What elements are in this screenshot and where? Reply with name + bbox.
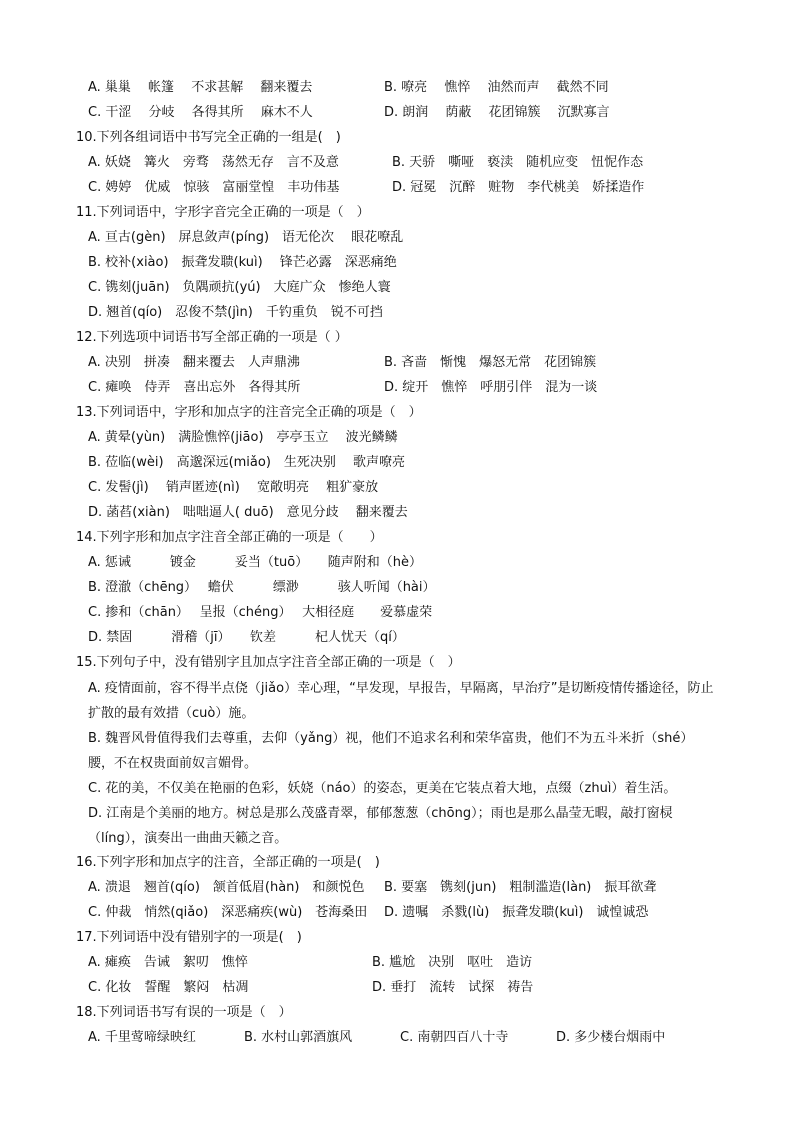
q17-option-b: B. 尴尬 决别 呕吐 造访 — [372, 955, 533, 970]
q12-option-a: A. 决别 拼凑 翻来覆去 人声鼎沸 — [88, 355, 300, 370]
q10-stem: 10.下列各组词语中书写完全正确的一组是( ) — [76, 130, 341, 145]
q17-options-row2 — [88, 976, 794, 1000]
q15-option-d: D. 江南是个美丽的地方。树总是那么茂盛青翠，郁郁葱葱（chōng）；雨也是那么晶莹无暇，敲打窗棂（líng），演奏出一曲曲天籁之音。 — [88, 806, 673, 846]
q15-option-c: C. 花的美，不仅美在艳丽的色彩，妖娆（náo）的姿态，更美在它装点着大地，点缀（zhuì）着生活。 — [88, 781, 677, 796]
q11-option-a: A. 亘古(gèn) 屏息敛声(píng) 语无伦次 眼花嘹乱 — [88, 230, 404, 245]
q18-option-c: C. 南朝四百八十寺 — [400, 1030, 509, 1045]
q18-stem: 18.下列词语书写有误的一项是（ ） — [76, 1005, 292, 1020]
q9-option-d: D. 朗润 荫蔽 花团锦簇 沉默寡言 — [384, 105, 610, 120]
q15-option-a: A. 疫情面前，容不得半点侥（jiǎo）幸心理，“早发现，早报告，早隔离，早治疗”是切断疫情传播途径，防止扩散的最有效措（cuò）施。 — [88, 681, 714, 721]
q11-stem: 11.下列词语中，字形字音完全正确的一项是（ ） — [76, 205, 370, 220]
q12-stem: 12.下列选项中词语书写全部正确的一项是（ ） — [76, 330, 348, 345]
q10-option-c: C. 娉婷 优威 惊骇 富丽堂惶 丰功伟基 — [88, 180, 340, 195]
q13-option-c: C. 发髻(jì) 销声匿迹(nì) 宽敞明亮 粗犷豪放 — [88, 480, 379, 495]
q17-stem: 17.下列词语中没有错别字的一项是( ) — [76, 930, 302, 945]
q17-option-c: C. 化妆 誓醒 繁闷 枯凋 — [88, 980, 249, 995]
q16-option-a: A. 溃退 翘首(qío) 颔首低眉(hàn) 和颜悦色 — [88, 880, 365, 895]
q14-option-b: B. 澄澈（chēng） 蟾伏 缥渺 骇人听闻（hài） — [88, 580, 436, 595]
q14-option-a: A. 惩诫 镀金 妥当（tuō） 随声附和（hè） — [88, 555, 422, 570]
q17-option-a: A. 瘫痪 告诫 絮叨 憔悴 — [88, 955, 248, 970]
q16-stem: 16.下列字形和加点字的注音，全部正确的一项是( ) — [76, 855, 380, 870]
q13-option-d: D. 菡萏(xiàn) 咄咄逼人( duō) 意见分歧 翻来覆去 — [88, 505, 408, 520]
q16-option-b: B. 要塞 镌刻(jun) 粗制滥造(làn) 振耳欲聋 — [384, 880, 657, 895]
q18-options — [88, 1026, 794, 1050]
q12-options-row1 — [88, 351, 794, 375]
q9-options-row1 — [88, 76, 794, 100]
q11-option-c: C. 镌刻(juān) 负隅顽抗(yú) 大庭广众 惨绝人寰 — [88, 280, 391, 295]
q11-option-d: D. 翘首(qío) 忍俊不禁(jìn) 千钓重负 锐不可挡 — [88, 305, 383, 320]
q14-stem: 14.下列字形和加点字注音全部正确的一项是（ ） — [76, 530, 383, 545]
q17-options-row1 — [88, 951, 794, 975]
q12-option-b: B. 吝啬 惭愧 爆怒无常 花团锦簇 — [384, 355, 597, 370]
q13-option-b: B. 莅临(wèi) 高邈深远(miǎo) 生死决别 歌声嘹亮 — [88, 455, 406, 470]
q18-option-d: D. 多少楼台烟雨中 — [556, 1030, 666, 1045]
q9-option-c: C. 干涩 分岐 各得其所 麻木不人 — [88, 105, 313, 120]
q10-options-row1 — [88, 151, 794, 175]
q15-option-b: B. 魏晋风骨值得我们去尊重，去仰（yǎng）视，他们不追求名利和荣华富贵，他们不为五斗米折（shé）腰，不在权贵面前奴言媚骨。 — [88, 731, 694, 771]
q9-options-row2 — [88, 101, 794, 125]
q9-option-b: B. 嘹亮 憔悴 油然而声 截然不同 — [384, 80, 609, 95]
q14-option-d: D. 禁固 滑稽（jī） 钦差 杞人忧天（qí） — [88, 630, 405, 645]
q10-option-a: A. 妖娆 篝火 旁骛 荡然无存 言不及意 — [88, 155, 339, 170]
q17-option-d: D. 垂打 流转 试探 祷告 — [372, 980, 534, 995]
q13-option-a: A. 黄晕(yùn) 满脸憔悴(jiāo) 亭亭玉立 波光鳞鳞 — [88, 430, 398, 445]
q16-options-row1 — [88, 876, 794, 900]
q16-option-d: D. 遗嘱 杀戮(lù) 振聋发聩(kuì) 诚惶诚恐 — [384, 905, 649, 920]
q12-options-row2 — [88, 376, 794, 400]
q12-option-c: C. 瘫唤 侍弄 喜出忘外 各得其所 — [88, 380, 301, 395]
q14-option-c: C. 掺和（chān） 呈报（chéng） 大相径庭 爱慕虚荣 — [88, 605, 433, 620]
q15-stem: 15.下列句子中，没有错别字且加点字注音全部正确的一项是（ ） — [76, 655, 461, 670]
q9-option-a: A. 巢巢 帐篷 不求甚解 翻来覆去 — [88, 80, 313, 95]
q16-option-c: C. 仲裁 悄然(qiǎo) 深恶痛疾(wù) 苍海桑田 — [88, 905, 368, 920]
q16-options-row2 — [88, 901, 794, 925]
q13-stem: 13.下列词语中，字形和加点字的注音完全正确的项是（ ） — [76, 405, 422, 420]
q12-option-d: D. 绽开 憔悴 呼朋引伴 混为一谈 — [384, 380, 598, 395]
q18-option-b: B. 水村山郭酒旗风 — [244, 1030, 353, 1045]
q10-option-d: D. 冠冕 沉醉 赃物 李代桃美 娇揉造作 — [392, 180, 645, 195]
q10-options-row2 — [88, 176, 794, 200]
q11-option-b: B. 校补(xiào) 振聋发聩(kuì) 锋芒必露 深恶痛绝 — [88, 255, 397, 270]
q10-option-b: B. 天骄 嘶哑 亵渎 随机应变 忸怩作态 — [392, 155, 644, 170]
q18-option-a: A. 千里莺啼绿映红 — [88, 1030, 196, 1045]
